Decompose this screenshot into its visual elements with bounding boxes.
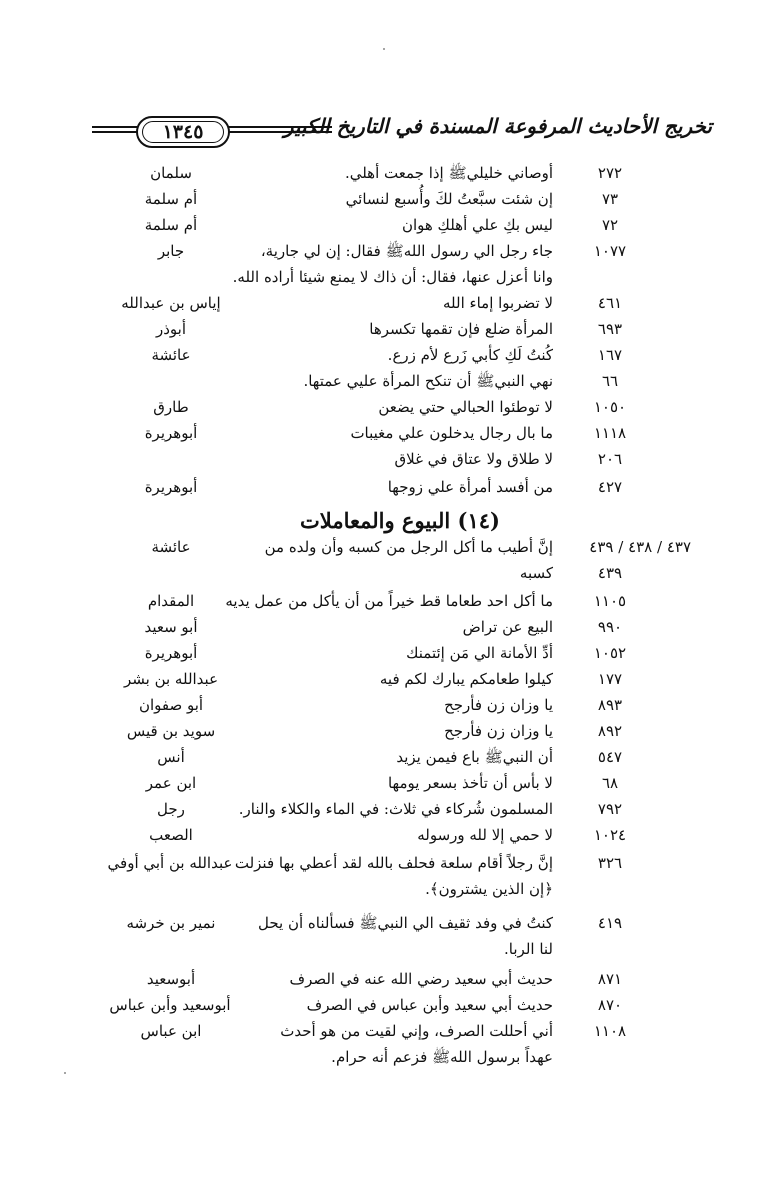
hadith-number: ٥٤٧ xyxy=(597,748,623,766)
narrator: أم سلمة xyxy=(144,216,198,234)
narrator: جابر xyxy=(157,242,185,260)
hadith-text: أدِّ الأمانة الي مَن إئتمنك xyxy=(406,644,553,662)
hadith-text: إن شئت سبَّعتُ لكَ وأُسبع لنسائي xyxy=(345,190,553,208)
hadith-text: أني أحللت الصرف، وإني لقيت من هو أحدث xyxy=(280,1022,553,1040)
hadith-number: ١١٠٥ xyxy=(593,592,627,610)
table-row xyxy=(0,216,765,242)
running-title: تخريج الأحاديث المرفوعة المسندة في التاريخ الكبير xyxy=(283,114,712,138)
table-row xyxy=(0,320,765,346)
hadith-text: لا توطئوا الحبالي حتي يضعن xyxy=(378,398,553,416)
hadith-text: من أفسد أمرأة علي زوجها xyxy=(387,478,553,496)
page-header xyxy=(92,112,712,150)
narrator: نمير بن خرشه xyxy=(126,914,216,932)
table-row xyxy=(0,970,765,996)
hadith-number: ٤٣٧ / ٤٣٨ / ٤٣٩ xyxy=(589,538,691,556)
hadith-number: ٦٩٣ xyxy=(597,320,623,338)
hadith-number: ٦٦ xyxy=(601,372,619,390)
hadith-text: ما بال رجال يدخلون علي مغيبات xyxy=(350,424,553,442)
narrator: عائشة xyxy=(151,538,191,556)
hadith-text: أوصاني خليليﷺ إذا جمعت أهلي. xyxy=(344,164,553,182)
hadith-text: يا وزان زن فأرجح xyxy=(444,722,553,740)
table-row-continuation xyxy=(0,268,765,294)
hadith-text: لا حمي إلا لله ورسوله xyxy=(417,826,553,844)
speck xyxy=(383,48,385,50)
table-row xyxy=(0,696,765,722)
table-row xyxy=(0,592,765,618)
narrator: عائشة xyxy=(151,346,191,364)
narrator: أم سلمة xyxy=(144,190,198,208)
table-row xyxy=(0,190,765,216)
section-title: (١٤) البيوع والمعاملات xyxy=(300,508,500,533)
hadith-text: المرأة ضلع فإن تقمها تكسرها xyxy=(369,320,553,338)
table-row xyxy=(0,564,765,590)
hadith-number: ٧٩٢ xyxy=(597,800,623,818)
narrator: أبوهريرة xyxy=(144,424,198,442)
table-row xyxy=(0,826,765,852)
hadith-text: لا تضربوا إماء الله xyxy=(443,294,553,312)
hadith-number: ١٠٥٠ xyxy=(593,398,627,416)
narrator: أبوسعيد وأبن عباس xyxy=(109,996,231,1014)
hadith-number: ٢٧٢ xyxy=(597,164,623,182)
table-row xyxy=(0,774,765,800)
table-row xyxy=(0,722,765,748)
hadith-number: ٤٢٧ xyxy=(597,478,623,496)
narrator: أبوهريرة xyxy=(144,644,198,662)
hadith-text: عهداً برسول اللهﷺ فزعم أنه حرام. xyxy=(331,1048,553,1066)
table-row xyxy=(0,670,765,696)
narrator: أبوسعيد xyxy=(146,970,196,988)
hadith-number: ٧٢ xyxy=(601,216,619,234)
table-row xyxy=(0,854,765,880)
table-row xyxy=(0,164,765,190)
table-row xyxy=(0,1022,765,1048)
hadith-text: يا وزان زن فأرجح xyxy=(444,696,553,714)
narrator: عبدالله بن أبي أوفي xyxy=(107,854,233,872)
hadith-text: كُنتُ لَكِ كأبي زَرع لأم زرع. xyxy=(387,346,553,364)
hadith-text: كنتُ في وفد ثقيف الي النبيﷺ فسألناه أن يحل xyxy=(257,914,553,932)
hadith-text: كيلوا طعامكم يبارك لكم فيه xyxy=(379,670,553,688)
hadith-number: ١٠٧٧ xyxy=(593,242,627,260)
hadith-number: ٨٧١ xyxy=(597,970,623,988)
table-row xyxy=(0,996,765,1022)
hadith-number: ٨٩٢ xyxy=(597,722,623,740)
table-row xyxy=(0,450,765,476)
page-number: ١٣٤٥ xyxy=(162,121,204,143)
hadith-number: ١٠٢٤ xyxy=(593,826,627,844)
narrator: المقدام xyxy=(147,592,195,610)
table-row xyxy=(0,914,765,940)
hadith-number: ١٧٧ xyxy=(597,670,623,688)
hadith-number: ١١١٨ xyxy=(593,424,627,442)
table-row-continuation xyxy=(0,940,765,966)
hadith-text: ليس بكِ علي أهلكِ هوان xyxy=(401,216,553,234)
table-row xyxy=(0,242,765,268)
table-row xyxy=(0,372,765,398)
hadith-number: ٤١٩ xyxy=(597,914,623,932)
narrator: سلمان xyxy=(150,164,192,182)
narrator: إياس بن عبدالله xyxy=(121,294,221,312)
table-row xyxy=(0,748,765,774)
hadith-number: ٩٩٠ xyxy=(597,618,623,636)
narrator: عبدالله بن بشر xyxy=(123,670,219,688)
narrator: أبوهريرة xyxy=(144,478,198,496)
hadith-number: ٨٧٠ xyxy=(597,996,623,1014)
hadith-text: المسلمون شُركاء في ثلاث: في الماء والكلاء والنار. xyxy=(238,800,553,818)
hadith-text: البيع عن تراض xyxy=(462,618,553,636)
table-row xyxy=(0,478,765,504)
hadith-text: إنَّ رجلاً أقام سلعة فحلف بالله لقد أعطي بها فنزلت xyxy=(234,854,553,872)
hadith-text: لا طلاق ولا عتاق في غلاق xyxy=(394,450,553,468)
hadith-text: جاء رجل الي رسول اللهﷺ فقال: إن لي جارية، xyxy=(260,242,553,260)
hadith-number: ١٠٥٢ xyxy=(593,644,627,662)
hadith-number: ١١٠٨ xyxy=(593,1022,627,1040)
hadith-number: ٤٣٩ xyxy=(597,564,623,582)
hadith-text: لا بأس أن تأخذ بسعر يومها xyxy=(387,774,553,792)
narrator: الصعب xyxy=(149,826,193,844)
table-row xyxy=(0,398,765,424)
narrator: أنس xyxy=(157,748,185,766)
hadith-text: حديث أبي سعيد رضي الله عنه في الصرف xyxy=(289,970,553,988)
narrator: ابن عمر xyxy=(145,774,197,792)
hadith-number: ٨٩٣ xyxy=(597,696,623,714)
hadith-text: نهي النبيﷺ أن تنكح المرأة عليي عمتها. xyxy=(303,372,553,390)
hadith-text: ﴿إن الذين يشترون﴾. xyxy=(425,880,553,898)
narrator: أبو صفوان xyxy=(138,696,204,714)
table-row xyxy=(0,644,765,670)
hadith-text: إنَّ أطيب ما أكل الرجل من كسبه وأن ولده من xyxy=(264,538,553,556)
hadith-number: ٤٦١ xyxy=(597,294,623,312)
narrator: أبوذر xyxy=(155,320,186,338)
table-row xyxy=(0,618,765,644)
page-number-frame xyxy=(136,116,230,148)
table-row xyxy=(0,538,765,564)
table-row xyxy=(0,294,765,320)
narrator: رجل xyxy=(157,800,185,818)
table-row xyxy=(0,800,765,826)
narrator: ابن عباس xyxy=(140,1022,202,1040)
hadith-text: حديث أبي سعيد وأبن عباس في الصرف xyxy=(306,996,553,1014)
hadith-number: ٢٠٦ xyxy=(597,450,623,468)
narrator: أبو سعيد xyxy=(144,618,198,636)
table-row xyxy=(0,424,765,450)
narrator: طارق xyxy=(153,398,189,416)
hadith-number: ٦٨ xyxy=(601,774,619,792)
table-row xyxy=(0,346,765,372)
hadith-text: وانا أعزل عنها، فقال: أن ذاك لا يمنع شيئا أراده الله. xyxy=(232,268,553,286)
hadith-number: ١٦٧ xyxy=(597,346,623,364)
table-row-continuation xyxy=(0,880,765,906)
narrator: سويد بن قيس xyxy=(126,722,216,740)
hadith-text: كسبه xyxy=(519,564,553,582)
hadith-text: أن النبيﷺ باع فيمن يزيد xyxy=(396,748,553,766)
hadith-number: ٣٢٦ xyxy=(597,854,623,872)
hadith-number: ٧٣ xyxy=(601,190,619,208)
table-row-continuation xyxy=(0,1048,765,1074)
hadith-text: لنا الربا. xyxy=(504,940,553,958)
hadith-text: ما أكل احد طعاما قط خيراً من أن يأكل من عمل يديه xyxy=(225,592,553,610)
